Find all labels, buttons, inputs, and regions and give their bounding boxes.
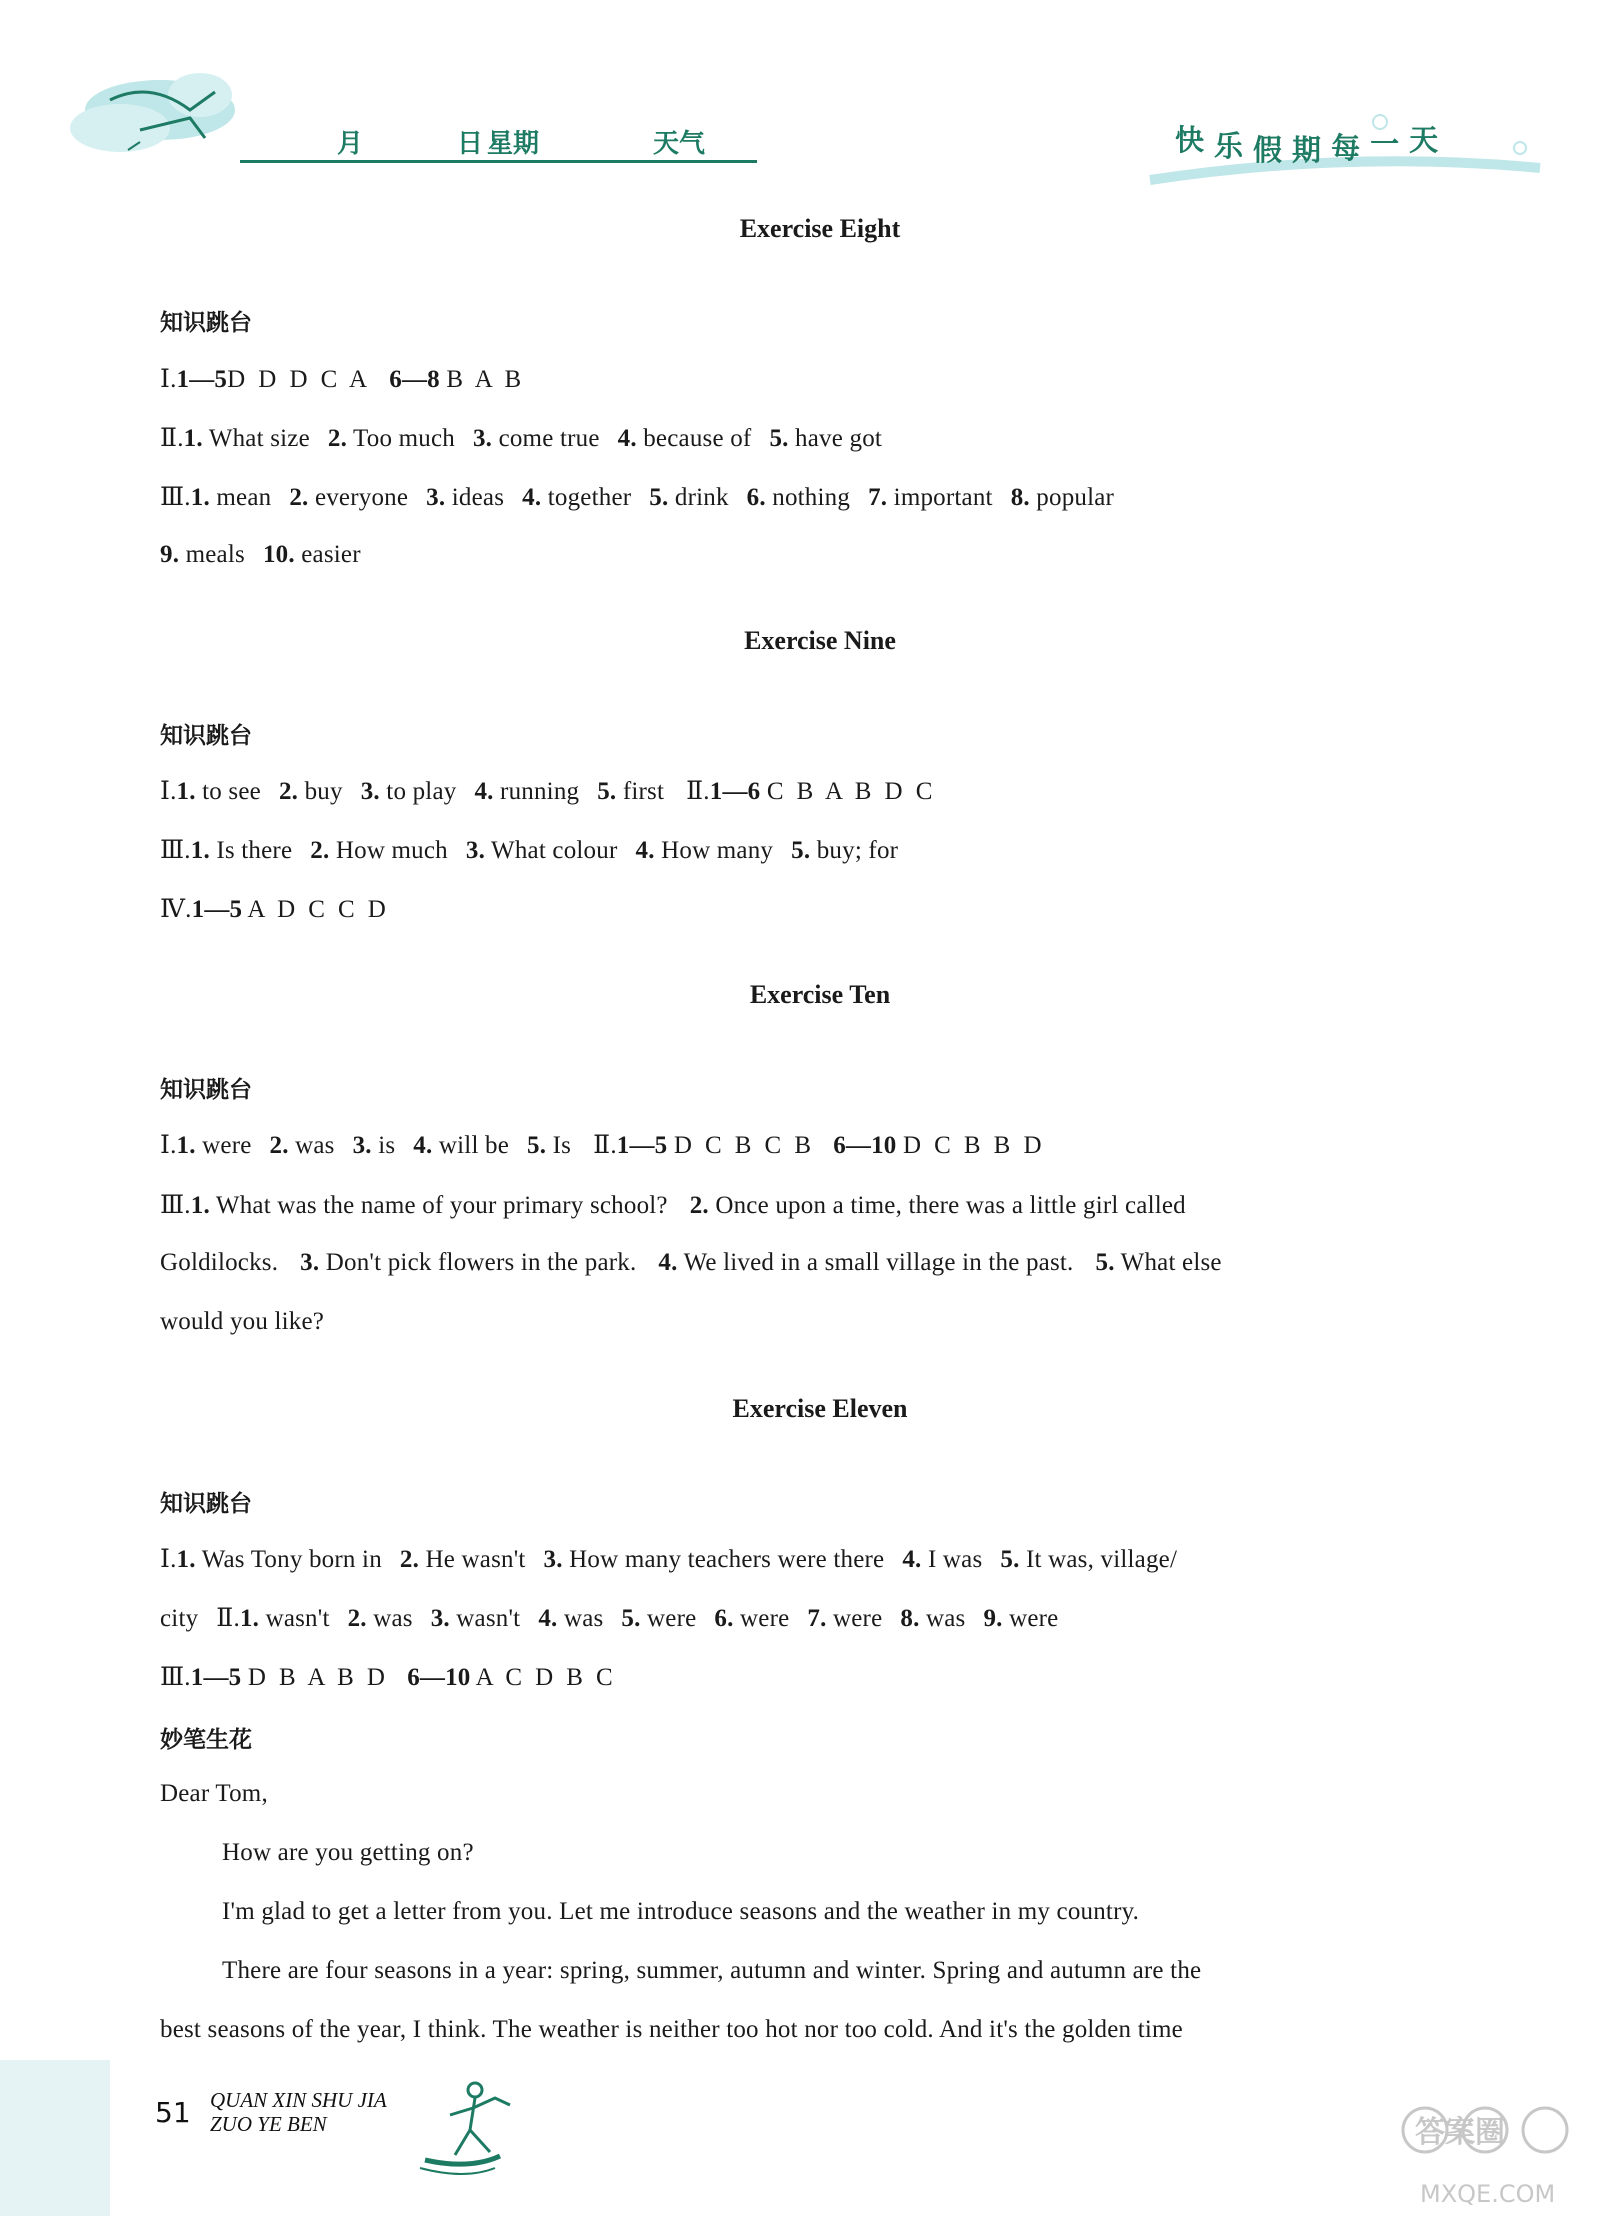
section-subtitle: 知识跳台 — [160, 1077, 252, 1103]
section-title: Exercise Eight — [739, 214, 901, 243]
answer-line: Ⅲ.1. mean 2. everyone 3. ideas 4. together 5. drink 6. nothing 7. important 8. popular — [160, 484, 1115, 511]
section-title: Exercise Eleven — [732, 1394, 908, 1423]
page-header — [0, 0, 1620, 190]
letter-paragraph: There are four seasons in a year: spring, summer, autumn and winter. Spring and autumn are the — [222, 1957, 1202, 1984]
slogan-char: 快 — [1175, 123, 1205, 157]
answer-line: Ⅲ.1—5 D B A B D 6—10 A C D B C — [160, 1664, 613, 1691]
date-weather-line — [240, 128, 757, 163]
slogan-char: 一 — [1370, 127, 1400, 161]
answer-line: 9. meals 10. easier — [160, 541, 361, 568]
month-label: 月 — [335, 128, 365, 163]
weather-label: 天气 — [651, 128, 707, 163]
brand-line: QUAN XIN SHU JIA — [210, 2088, 387, 2112]
brand-line: ZUO YE BEN — [210, 2112, 327, 2136]
answer-line: Ⅱ.1. What size 2. Too much 3. come true 4. because of 5. have got — [160, 425, 883, 452]
page-number: 51 — [155, 2096, 191, 2129]
watermark-url: MXQE.COM — [1420, 2180, 1556, 2208]
section-subtitle: 知识跳台 — [160, 310, 252, 336]
book-brand — [210, 2088, 387, 2136]
slogan — [1175, 118, 1439, 167]
answer-line: Ⅲ.1. Is there 2. How much 3. What colour 4. How many 5. buy; for — [160, 837, 899, 864]
section-title: Exercise Ten — [749, 980, 891, 1009]
footer-decoration — [0, 2060, 1620, 2216]
section-subtitle: 知识跳台 — [160, 723, 252, 749]
cloud-sun-icon — [70, 73, 235, 152]
weekday-label: 星期 — [485, 128, 541, 163]
letter-paragraph: I'm glad to get a letter from you. Let me introduce seasons and the weather in my country. — [222, 1898, 1140, 1925]
footer-pattern — [0, 2060, 110, 2216]
page-footer — [0, 2060, 1620, 2216]
answer-line: Ⅲ.1. What was the name of your primary school? 2. Once upon a time, there was a little girl called — [160, 1192, 1186, 1219]
day-label: 日 — [455, 128, 485, 163]
bubble-icon — [1514, 142, 1526, 154]
answer-line: Goldilocks. 3. Don't pick flowers in the park. 4. We lived in a small village in the past. 5. What else — [160, 1249, 1222, 1276]
watermark-text: 答案圈 — [1415, 2115, 1505, 2150]
section-subtitle: 知识跳台 — [160, 1491, 252, 1517]
answer-line: Ⅰ.1. to see 2. buy 3. to play 4. running 5. first Ⅱ.1—6 C B A B D C — [160, 778, 933, 805]
slogan-char: 假 — [1253, 133, 1283, 167]
letter-paragraph: best seasons of the year, I think. The weather is neither too hot nor too cold. And it's the golden time — [160, 2016, 1183, 2043]
answer-line: Ⅰ.1. Was Tony born in 2. He wasn't 3. How many teachers were there 4. I was 5. It was, village/ — [160, 1546, 1178, 1573]
slogan-char: 每 — [1331, 131, 1361, 165]
section-subtitle: 妙笔生花 — [160, 1727, 252, 1753]
answer-line: Ⅳ.1—5 A D C C D — [160, 896, 387, 923]
letter-greeting: Dear Tom, — [160, 1780, 268, 1807]
section-title: Exercise Nine — [744, 626, 896, 655]
answer-line: Ⅰ.1. were 2. was 3. is 4. will be 5. Is Ⅱ.1—5 D C B C B 6—10 D C B B D — [160, 1132, 1042, 1159]
slogan-char: 天 — [1409, 123, 1439, 157]
slogan-char: 期 — [1292, 133, 1322, 167]
answer-line: city Ⅱ.1. wasn't 2. was 3. wasn't 4. was 5. were 6. were 7. were 8. was 9. were — [160, 1605, 1059, 1632]
surfer-icon — [420, 2083, 510, 2174]
letter-paragraph: How are you getting on? — [222, 1839, 474, 1866]
slogan-char: 乐 — [1214, 129, 1244, 163]
answer-line: would you like? — [160, 1308, 325, 1335]
answer-line: Ⅰ.1—5D D D C A 6—8 B A B — [160, 366, 522, 393]
